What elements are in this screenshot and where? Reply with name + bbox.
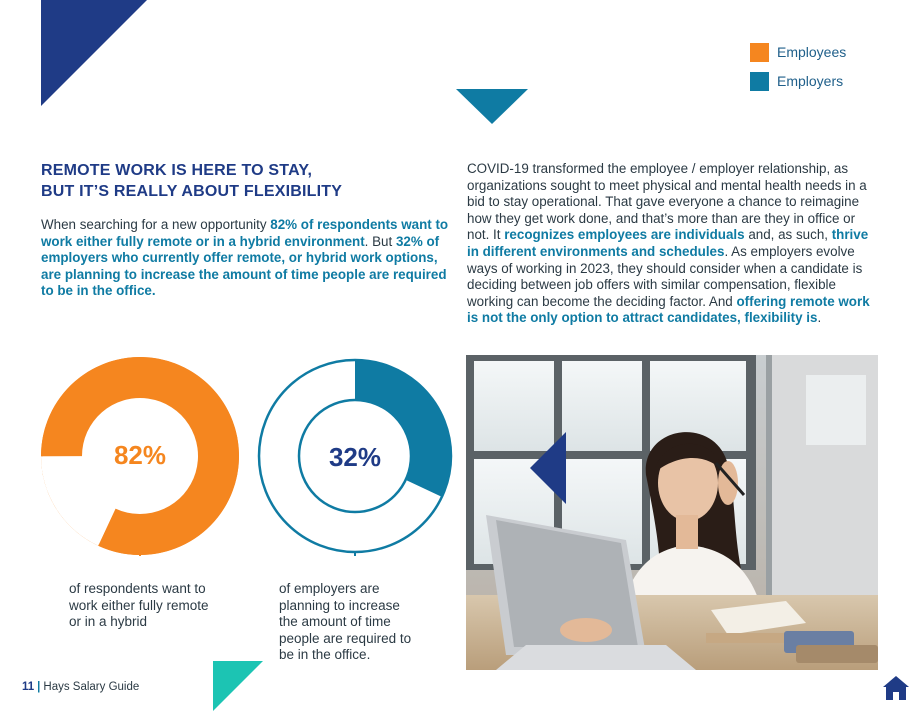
- page-footer: [22, 681, 139, 693]
- legend-swatch-employees: [750, 43, 769, 62]
- section-heading-line-1: REMOTE WORK IS HERE TO STAY,: [41, 162, 313, 179]
- footer-separator: |: [37, 681, 41, 693]
- woman-at-laptop-photo: [466, 355, 878, 670]
- covid-text-3: . As employers evolve ways of working in 2023, they should consider when a candidate is deciding between job offers with similar compensation, flexible working can become the deciding factor. And: [467, 243, 863, 309]
- intro-highlight-2: 32% of employers who currently offer remote, or hybrid work options, are planning to increase the amount of time people are required to be in the office.: [41, 233, 447, 299]
- home-icon[interactable]: [882, 674, 910, 702]
- decorative-triangle-top-left: [41, 0, 147, 106]
- section-heading: [41, 160, 441, 202]
- footer-title: Hays Salary Guide: [43, 681, 140, 693]
- decorative-triangle-photo: [530, 432, 566, 504]
- employers-donut-caption: of employers are planning to increase the amount of time people are required to be in the office.: [279, 581, 412, 662]
- intro-text-1: When searching for a new opportunity: [41, 217, 271, 232]
- legend-item-employers: [750, 71, 846, 91]
- decorative-triangle-bottom: [213, 661, 263, 711]
- covid-text-1: COVID-19 transformed the employee / employer relationship, as organizations sought to meet physical and mental health needs in a bid to stay operational. That gave everyone a chance to reimagine how they get work done, and that’s more than are they in office or not. It: [467, 161, 867, 243]
- section-heading-line-2: BUT IT’S REALLY ABOUT FLEXIBILITY: [41, 183, 343, 200]
- decorative-triangle-top-center: [456, 89, 528, 124]
- legend: [750, 42, 846, 100]
- employers-donut-label: 32%: [328, 442, 382, 472]
- covid-highlight-1: recognizes employees are individuals: [504, 227, 745, 243]
- covid-paragraph: [467, 161, 879, 327]
- employees-donut-caption: of respondents want to work either fully remote or in a hybrid: [69, 581, 209, 629]
- employees-donut-label: 82%: [113, 440, 167, 470]
- intro-highlight-1: 82% of respondents want to work either fully remote or in a hybrid environment: [41, 217, 449, 249]
- legend-label-employees: Employees: [777, 44, 847, 60]
- covid-text-2: and, as such,: [744, 227, 832, 243]
- covid-text-4: .: [817, 310, 822, 326]
- legend-item-employees: [750, 42, 846, 62]
- covid-highlight-2: thrive in different environments and schedules: [467, 227, 869, 259]
- intro-paragraph: [41, 217, 453, 300]
- covid-highlight-3: offering remote work is not the only option to attract candidates, flexibility is: [467, 293, 870, 326]
- legend-label-employers: Employers: [777, 73, 844, 89]
- legend-swatch-employers: [750, 72, 769, 91]
- intro-text-2: . But: [364, 233, 396, 249]
- page-number: 11: [22, 681, 35, 693]
